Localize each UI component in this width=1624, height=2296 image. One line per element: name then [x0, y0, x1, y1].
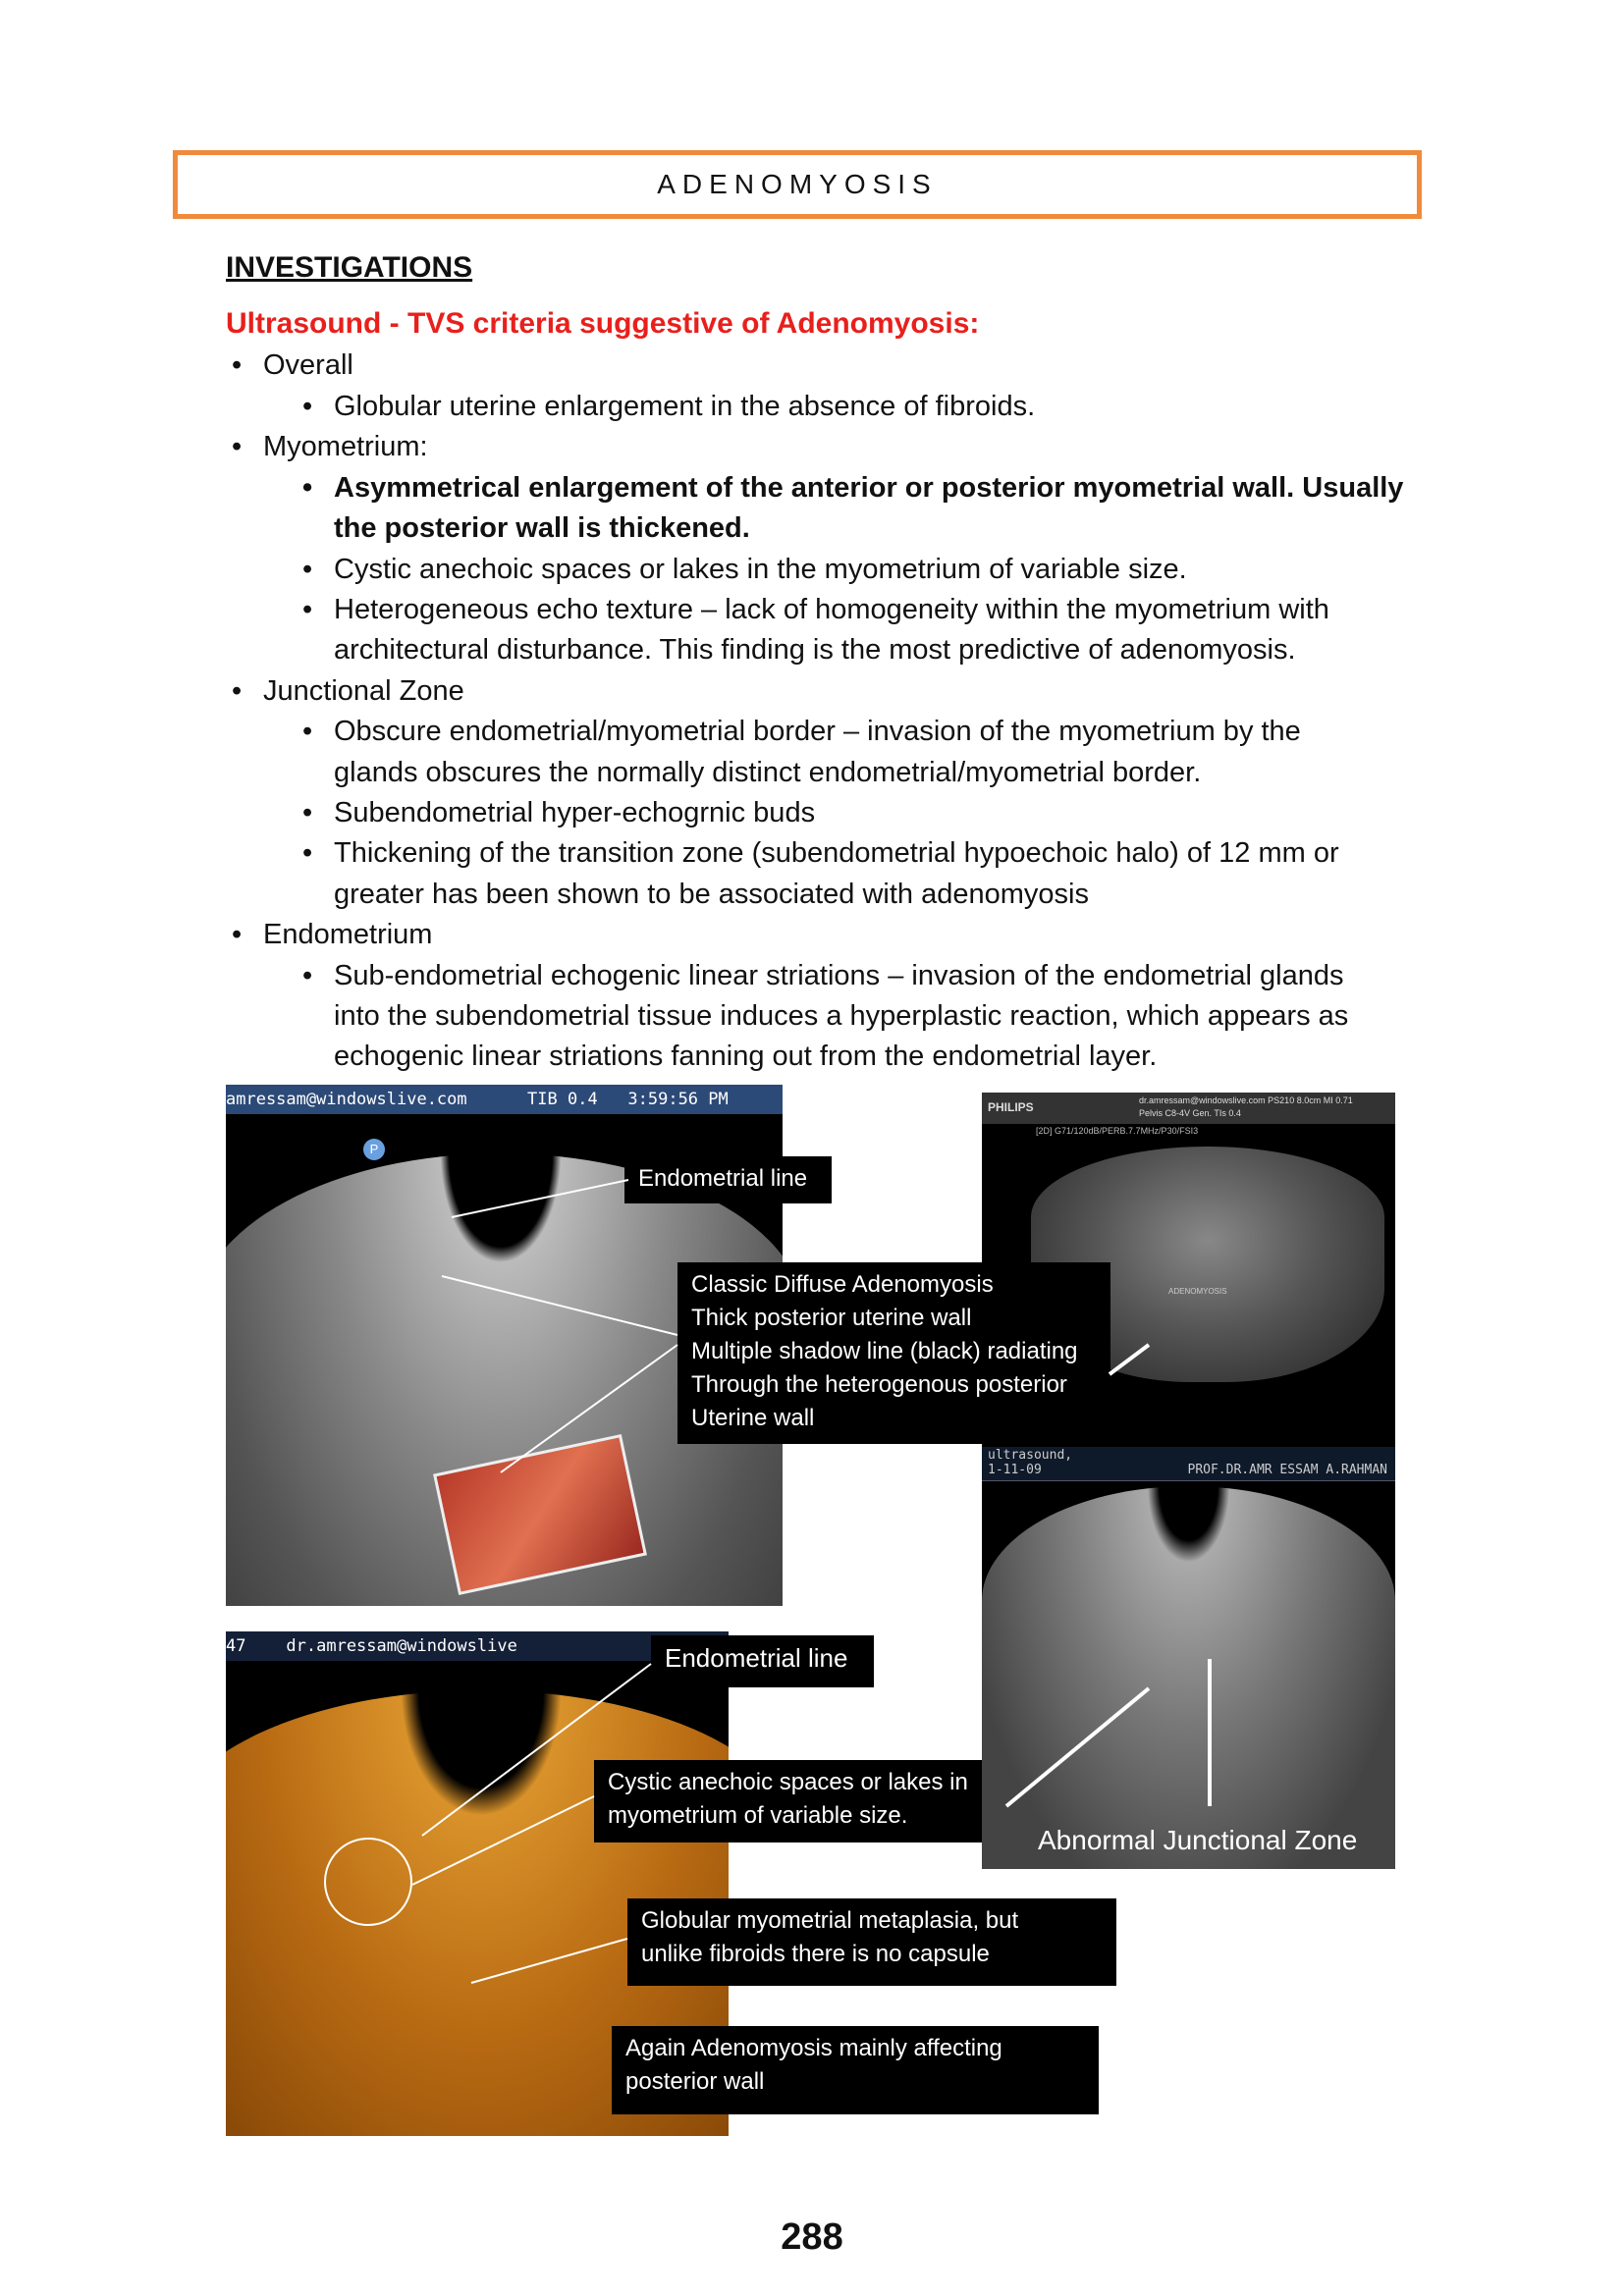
- chapter-title: ADENOMYOSIS: [657, 169, 938, 199]
- bullet-endometrium: • Endometrium: [263, 915, 432, 955]
- brand-label: PHILIPS: [988, 1100, 1034, 1114]
- bullet-item: • Sub-endometrial echogenic linear striations – invasion of the endometrial glands: [334, 956, 1414, 996]
- bullet-item-cont: echogenic linear striations fanning out from the endometrial layer.: [334, 1041, 1158, 1072]
- bullet-item-cont: into the subendometrial tissue induces a hyperplastic reaction, which appears as: [334, 1000, 1349, 1032]
- callout-line: Cystic anechoic spaces or lakes in: [608, 1769, 968, 1795]
- section-heading: INVESTIGATIONS: [226, 251, 473, 284]
- callout-line: Again Adenomyosis mainly affecting: [625, 2035, 1002, 2061]
- image-header: amressam@windowslive.com TIB 0.4 3:59:56 PM: [226, 1085, 783, 1114]
- abnormal-junctional-zone-label: Abnormal Junctional Zone: [1038, 1825, 1358, 1855]
- bullet-item: • Heterogeneous echo texture – lack of homogeneity within the myometrium with: [334, 590, 1414, 630]
- arrow-line: [1110, 1345, 1149, 1374]
- callout-line: Classic Diffuse Adenomyosis: [691, 1271, 994, 1298]
- bullet-item: • Globular uterine enlargement in the absence of fibroids.: [334, 387, 1414, 427]
- probe-marker-icon: P: [363, 1139, 385, 1160]
- callout-line: myometrium of variable size.: [608, 1802, 908, 1829]
- callout-line: Thick posterior uterine wall: [691, 1305, 972, 1331]
- pointer-line: [471, 1939, 627, 1983]
- bullet-item: • Cystic anechoic spaces or lakes in the myometrium of variable size.: [334, 550, 1414, 590]
- bullet-item-cont: architectural disturbance. This finding is the most predictive of adenomyosis.: [334, 634, 1296, 666]
- bullet-item-cont: glands obscures the normally distinct endometrial/myometrial border.: [334, 757, 1202, 788]
- pointer-line: [452, 1180, 628, 1217]
- bullet-item: • Asymmetrical enlargement of the anterior or posterior myometrial wall. Usually: [334, 468, 1414, 508]
- callout-line: unlike fibroids there is no capsule: [641, 1941, 990, 1967]
- info-line-2: Pelvis C8-4V Gen. TIs 0.4: [1139, 1108, 1241, 1118]
- header-line-2: 1-11-09: [988, 1463, 1042, 1477]
- callout-endometrial-line-2: Endometrial line: [651, 1635, 874, 1687]
- info-line-1: dr.amressam@windowslive.com PS210 8.0cm MI 0.71: [1139, 1095, 1353, 1105]
- inner-label: ADENOMYOSIS: [1168, 1287, 1227, 1296]
- header-line-1: ultrasound,: [988, 1448, 1073, 1463]
- pointer-line: [422, 1664, 651, 1836]
- callout-line: Through the heterogenous posterior: [691, 1371, 1067, 1398]
- pointer-line: [412, 1796, 594, 1885]
- bullet-item-cont: the posterior wall is thickened.: [334, 512, 750, 544]
- bullet-item: • Subendometrial hyper-echogrnic buds: [334, 793, 1414, 833]
- scan-params: [2D] G71/120dB/PERB.7.7MHz/P30/FSI3: [1036, 1126, 1199, 1136]
- pointer-line: [442, 1276, 677, 1335]
- callout-line: Uterine wall: [691, 1405, 815, 1431]
- bullet-item-cont: greater has been shown to be associated with adenomyosis: [334, 879, 1089, 910]
- callout-line: Globular myometrial metaplasia, but: [641, 1907, 1019, 1934]
- callout-endometrial-line-1: Endometrial line: [624, 1156, 832, 1203]
- bullet-item: • Obscure endometrial/myometrial border – invasion of the myometrium by the: [334, 712, 1414, 752]
- author-label: PROF.DR.AMR ESSAM A.RAHMAN: [1187, 1463, 1387, 1477]
- image-header: 47 dr.amressam@windowslive: [226, 1631, 729, 1661]
- pointer-line: [501, 1345, 677, 1472]
- bullet-item: • Thickening of the transition zone (subendometrial hypoechoic halo) of 12 mm or: [334, 833, 1414, 874]
- bullet-myometrium: • Myometrium:: [263, 427, 428, 467]
- arrow-line: [1006, 1688, 1149, 1806]
- bullet-overall: • Overall: [263, 346, 353, 386]
- page-number: 288: [781, 2216, 843, 2258]
- bullet-junctional-zone: • Junctional Zone: [263, 671, 464, 712]
- subsection-heading: Ultrasound - TVS criteria suggestive of Adenomyosis:: [226, 307, 980, 340]
- callout-line: posterior wall: [625, 2068, 765, 2095]
- callout-line: Multiple shadow line (black) radiating: [691, 1338, 1078, 1364]
